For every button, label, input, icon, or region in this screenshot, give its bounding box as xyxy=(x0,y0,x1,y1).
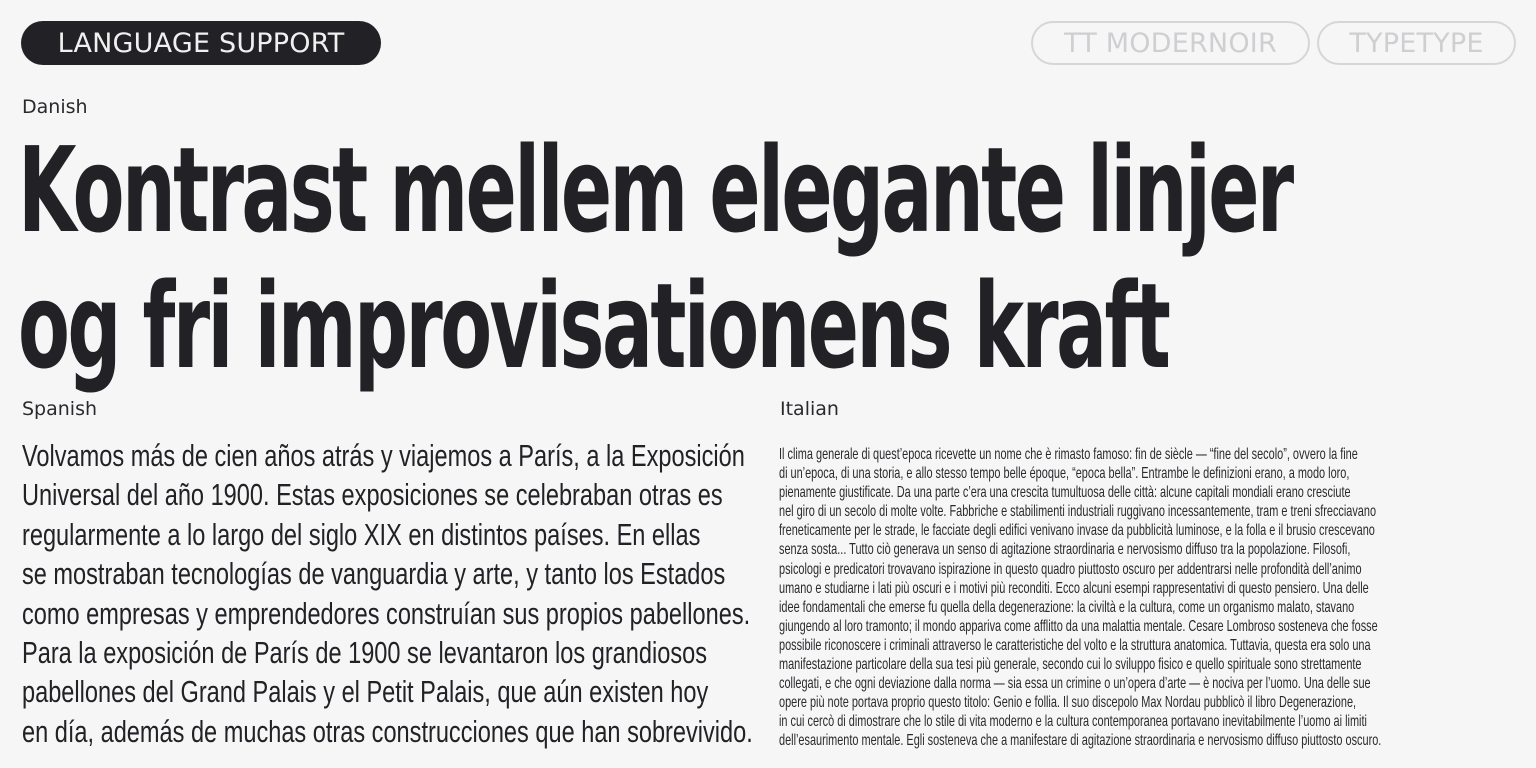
danish-headline-line: og fri improvisationens kraft xyxy=(18,257,1169,395)
italian-line: collegati, e che ogni deviazione dalla norma — sia essa un crimine o un’opera d’arte — è nociva per l’uomo. Una delle sue xyxy=(779,675,1371,693)
italian-line: umano e studiarne i lati più oscuri e i motivi più reconditi. Ecco alcuni esempi rappresentativi di questo pensiero. Una delle xyxy=(779,579,1369,597)
foundry-badge[interactable] xyxy=(1317,21,1516,65)
spanish-line: Universal del año 1900. Estas exposiciones se celebraban otras es xyxy=(22,477,723,513)
italian-line: manifestazione particolare della sua tesi più generale, secondo cui lo sviluppo fisico e quello spirituale sono strettamente xyxy=(779,656,1362,674)
font-name-badge[interactable] xyxy=(1031,21,1310,65)
italian-line: dell’esaurimento mentale. Egli sosteneva che a manifestare di agitazione straordinaria e nervosismo diffuso piuttosto oscuro. xyxy=(779,732,1382,750)
italian-line: in cui cercò di dimostrare che lo stile di vita moderno e la cultura contemporanea portavano inevitabilmente l’uomo ai limiti xyxy=(779,713,1367,731)
language-support-badge-label: LANGUAGE SUPPORT xyxy=(57,27,345,59)
italian-paragraph xyxy=(779,445,1381,751)
italian-line: possibile riconoscere i criminali attraverso le caratteristiche del volto e la struttura anatomica. Tuttavia, questa era solo una xyxy=(779,636,1371,654)
italian-line: idee fondamentali che emerse fu quella della degenerazione: la civiltà e la cultura, come un organismo malato, stavano xyxy=(779,598,1355,616)
spanish-line: se mostraban tecnologías de vanguardia y arte, y tanto los Estados xyxy=(22,556,726,592)
spanish-line: Para la exposición de París de 1900 se levantaron los grandiosos xyxy=(22,635,707,671)
italian-label: Italian xyxy=(780,398,839,420)
italian-line: psicologi e predicatori trovavano ispirazione in questo quadro piuttosto oscuro per addentrarsi nelle profondità dell’animo xyxy=(779,560,1362,578)
danish-headline xyxy=(18,122,1490,394)
italian-line: freneticamente per le strade, le facciate degli edifici venivano invase da pubblicità luminose, e la folla e il brusio crescevano xyxy=(779,522,1375,540)
spanish-line: pabellones del Grand Palais y el Petit Palais, que aún existen hoy xyxy=(22,674,709,710)
spanish-line: regularmente a lo largo del siglo XIX en distintos países. En ellas xyxy=(22,516,701,552)
danish-headline-line: Kontrast mellem elegante linjer xyxy=(18,121,1292,259)
italian-line: nel giro di un secolo di molte volte. Fabbriche e stabilimenti industriali ruggivano incessantemente, tram e treni sfrecciavano xyxy=(779,503,1377,521)
italian-line: giungendo al loro tramonto; il mondo appariva come afflitto da una malattia mentale. Cesare Lombroso sosteneva che fosse xyxy=(779,617,1378,635)
spanish-line: en día, además de muchas otras construcciones que han sobrevivido. xyxy=(22,713,753,749)
spanish-line: Volvamos más de cien años atrás y viajemos a París, a la Exposición xyxy=(22,438,745,473)
danish-label: Danish xyxy=(22,96,88,118)
italian-line: senza sosta... Tutto ciò generava un senso di agitazione straordinaria e nervosismo diffuso tra la popolazione. Filosofi, xyxy=(779,541,1351,559)
italian-line: di un’epoca, di una storia, e allo stesso tempo belle époque, “epoca bella”. Entrambe le definizioni erano, a modo loro, xyxy=(779,465,1350,483)
foundry-badge-label: TYPETYPE xyxy=(1349,27,1484,59)
font-name-badge-label: TT MODERNOIR xyxy=(1064,27,1277,59)
spanish-line: como empresas y emprendedores construían sus propios pabellones. xyxy=(22,595,751,631)
italian-line: pienamente giustificate. Da una parte c’era una crescita tumultuosa delle città: alcune capitali mondiali erano cresciute xyxy=(779,484,1351,502)
italian-line: opere più note portava proprio questo titolo: Genio e follia. Il suo discepolo Max Nordau pubblicò il libro Degenerazione, xyxy=(779,694,1357,712)
language-support-badge xyxy=(21,21,381,65)
spanish-label: Spanish xyxy=(22,398,98,420)
italian-line: Il clima generale di quest’epoca ricevette un nome che è rimasto famoso: fin de siècle — “fine del secolo”, ovvero la fine xyxy=(779,446,1358,463)
spanish-paragraph xyxy=(22,436,753,751)
